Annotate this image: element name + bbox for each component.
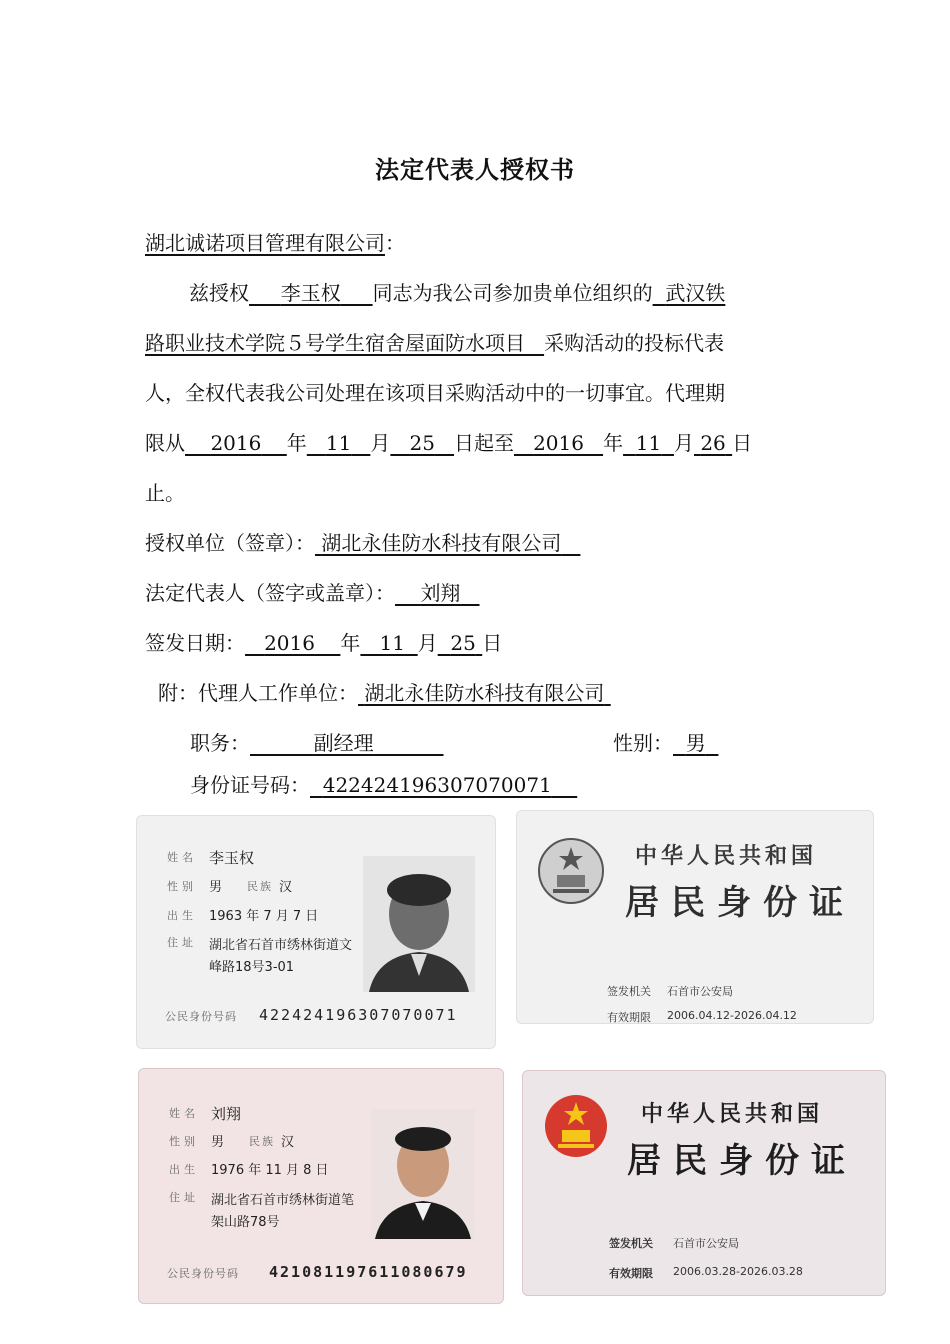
body-line-1 bbox=[145, 278, 805, 308]
attach-unit: 湖北永佳防水科技有限公司 bbox=[364, 681, 605, 705]
authority-label: 签发机关 bbox=[607, 985, 651, 998]
body-line-5: 止。 bbox=[145, 481, 185, 505]
id-number-label: 公民身份号码 bbox=[167, 1267, 239, 1280]
card-id-number: 421081197611080679 bbox=[269, 1263, 468, 1281]
attach-label: 附：代理人工作单位： bbox=[158, 681, 358, 705]
period-mid: 日起至 bbox=[454, 431, 514, 455]
issue-year-field bbox=[245, 631, 340, 655]
document-title: 法定代表人授权书 bbox=[375, 155, 575, 184]
issue-year: 2016 bbox=[264, 631, 315, 655]
position: 副经理 bbox=[313, 731, 374, 755]
legal-rep-field bbox=[395, 581, 480, 605]
card-sex: 男 bbox=[211, 1135, 225, 1150]
ethnic-label: 民族 bbox=[249, 1135, 275, 1148]
card-sex: 男 bbox=[209, 880, 223, 895]
authority-label: 签发机关 bbox=[609, 1237, 653, 1250]
id-card-back-1 bbox=[516, 810, 874, 1024]
project-part1-text: 武汉铁 bbox=[665, 281, 726, 305]
gender-label: 性别： bbox=[613, 731, 673, 755]
year-char: 年 bbox=[603, 431, 624, 455]
day-char: 日 bbox=[732, 431, 753, 455]
portrait-photo bbox=[371, 1109, 475, 1239]
end-month-field bbox=[623, 431, 674, 455]
card-address-line1: 湖北省石首市绣林街道笔 bbox=[211, 1193, 355, 1208]
body-line-4 bbox=[145, 428, 805, 458]
id-number-field bbox=[310, 773, 577, 797]
card-ethnic: 汉 bbox=[281, 1135, 295, 1150]
id-card-front-1 bbox=[136, 815, 496, 1049]
addressee: 湖北诚诺项目管理有限公司 bbox=[145, 231, 385, 255]
card-id-number: 422424196307070071 bbox=[259, 1006, 458, 1024]
month-char: 月 bbox=[417, 631, 438, 655]
issue-month-field bbox=[360, 631, 417, 655]
end-year-field bbox=[514, 431, 603, 455]
id-card-front-2 bbox=[138, 1068, 504, 1304]
attach-line bbox=[158, 678, 611, 708]
position-line bbox=[190, 728, 444, 758]
position-label: 职务： bbox=[190, 731, 250, 755]
end-year: 2016 bbox=[533, 431, 584, 455]
gender-line bbox=[613, 728, 718, 758]
id-number-label: 公民身份号码 bbox=[165, 1010, 237, 1023]
card-address-line2: 峰路18号3-01 bbox=[209, 960, 295, 975]
validity-label: 有效期限 bbox=[609, 1267, 653, 1280]
card-name: 李玉权 bbox=[209, 849, 255, 867]
body-after-name: 同志为我公司参加贵单位组织的 bbox=[372, 281, 653, 305]
birth-label: 出生 bbox=[167, 909, 197, 922]
card-authority: 石首市公安局 bbox=[667, 985, 733, 998]
birth-label: 出生 bbox=[169, 1163, 199, 1176]
end-day-field bbox=[694, 431, 732, 455]
legal-rep: 刘翔 bbox=[420, 581, 461, 605]
end-day: 26 bbox=[700, 431, 726, 455]
sex-label: 性别 bbox=[169, 1135, 199, 1148]
year-char: 年 bbox=[286, 431, 307, 455]
id-number: 422424196307070071 bbox=[322, 773, 552, 797]
start-year-field bbox=[185, 431, 287, 455]
authorizing-unit-line bbox=[145, 528, 580, 558]
authorizing-unit-label: 授权单位（签章）： bbox=[145, 531, 315, 555]
start-month-field bbox=[307, 431, 371, 455]
legal-rep-label: 法定代表人（签字或盖章）： bbox=[145, 581, 395, 605]
attach-unit-field bbox=[358, 681, 611, 705]
body-line-2 bbox=[145, 328, 805, 358]
national-emblem-icon bbox=[543, 1093, 609, 1159]
project-part2 bbox=[145, 331, 544, 355]
card-birth: 1963 年 7 月 7 日 bbox=[209, 909, 319, 924]
addressee-colon: ： bbox=[385, 231, 405, 255]
month-char: 月 bbox=[673, 431, 694, 455]
year-char: 年 bbox=[340, 631, 361, 655]
issue-day-field bbox=[438, 631, 483, 655]
id-label: 身份证号码： bbox=[190, 773, 310, 797]
card-address-line1: 湖北省石首市绣林街道文 bbox=[209, 938, 353, 953]
card-title: 居民身份证 bbox=[627, 1141, 857, 1181]
agent-name-field bbox=[249, 281, 373, 305]
start-year: 2016 bbox=[210, 431, 262, 455]
sex-label: 性别 bbox=[167, 880, 197, 893]
address-label: 住址 bbox=[169, 1191, 199, 1204]
body-lead: 兹授权 bbox=[189, 281, 249, 305]
card-title: 居民身份证 bbox=[625, 883, 855, 923]
issue-day: 25 bbox=[450, 631, 476, 655]
start-month: 11 bbox=[325, 431, 352, 455]
start-day-field bbox=[390, 431, 454, 455]
portrait-photo bbox=[363, 856, 475, 992]
card-ethnic: 汉 bbox=[279, 880, 293, 895]
name-label: 姓名 bbox=[167, 851, 197, 864]
start-day: 25 bbox=[409, 431, 435, 455]
addressee-line bbox=[145, 228, 405, 258]
card-country: 中华人民共和国 bbox=[635, 843, 818, 869]
period-prefix: 限从 bbox=[145, 431, 185, 455]
address-label: 住址 bbox=[167, 936, 197, 949]
body-line-3: 人，全权代表我公司处理在该项目采购活动中的一切事宜。代理期 bbox=[145, 381, 725, 405]
id-card-back-2 bbox=[522, 1070, 886, 1296]
position-field bbox=[250, 731, 444, 755]
day-char: 日 bbox=[482, 631, 503, 655]
card-birth: 1976 年 11 月 8 日 bbox=[211, 1163, 329, 1178]
card-validity: 2006.04.12-2026.04.12 bbox=[667, 1009, 797, 1022]
authorizing-unit-field bbox=[315, 531, 580, 555]
end-month: 11 bbox=[635, 431, 662, 455]
month-char: 月 bbox=[370, 431, 391, 455]
card-authority: 石首市公安局 bbox=[673, 1237, 739, 1250]
gender: 男 bbox=[685, 731, 706, 755]
issue-date-label: 签发日期： bbox=[145, 631, 245, 655]
project-part1 bbox=[653, 281, 726, 305]
name-label: 姓名 bbox=[169, 1107, 199, 1120]
card-name: 刘翔 bbox=[211, 1105, 242, 1123]
id-line bbox=[190, 770, 577, 800]
gender-field bbox=[673, 731, 718, 755]
legal-rep-line bbox=[145, 578, 480, 608]
validity-label: 有效期限 bbox=[607, 1011, 651, 1024]
agent-name: 李玉权 bbox=[280, 281, 341, 305]
card-validity: 2006.03.28-2026.03.28 bbox=[673, 1265, 803, 1278]
project-part2-text: 路职业技术学院５号学生宿舍屋面防水项目 bbox=[145, 331, 525, 355]
national-emblem-icon bbox=[537, 837, 605, 905]
issue-date-line bbox=[145, 628, 502, 658]
authorizing-unit: 湖北永佳防水科技有限公司 bbox=[321, 531, 562, 555]
body-after-project: 采购活动的投标代表 bbox=[544, 331, 725, 355]
card-address-line2: 架山路78号 bbox=[211, 1215, 280, 1230]
card-country: 中华人民共和国 bbox=[641, 1101, 824, 1127]
issue-month: 11 bbox=[379, 631, 405, 655]
ethnic-label: 民族 bbox=[247, 880, 273, 893]
